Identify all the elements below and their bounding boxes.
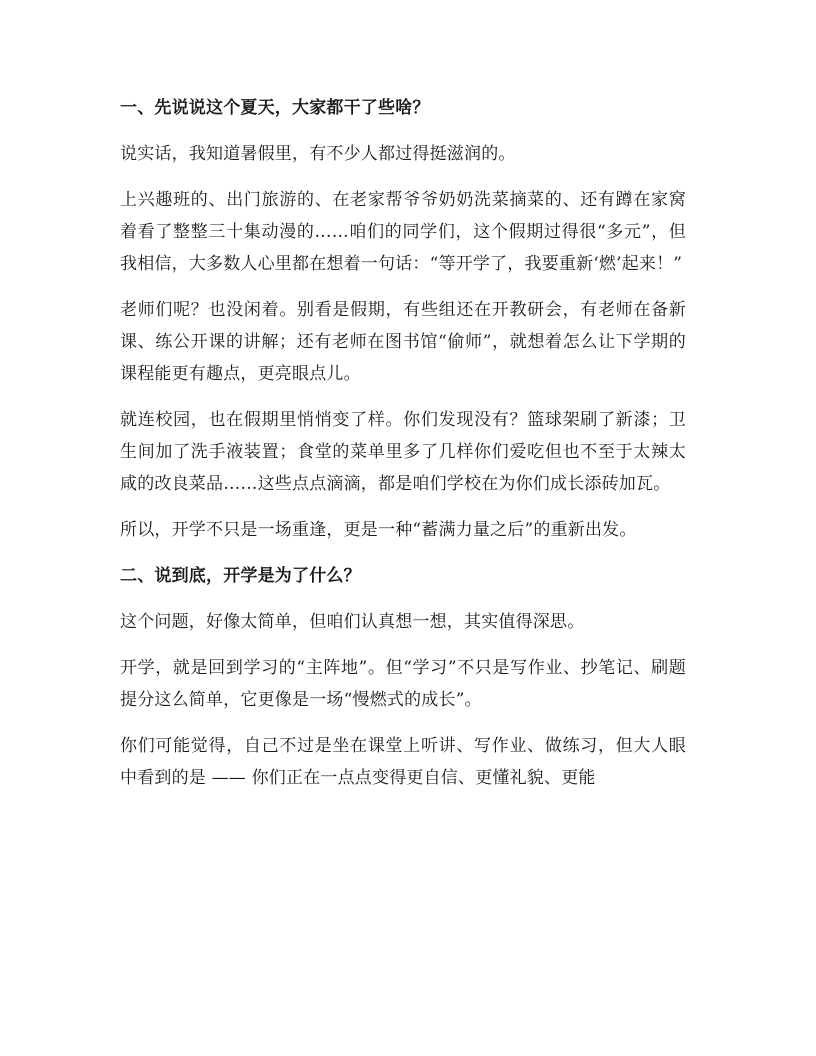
document-page — [120, 92, 686, 808]
section-heading-purpose: 二、说到底，开学是为了什么？ — [120, 566, 361, 586]
paragraph: 所以，开学不只是一场重逢，更是一种“蓄满力量之后”的重新出发。 — [120, 520, 637, 540]
paragraph: 上兴趣班的、出门旅游的、在老家帮爷爷奶奶洗菜摘菜的、还有蹲在家窝着看了整整三十集动漫的……咱们的同学们，这个假期过得很“多元”，但我相信，大多数人心里都在想着一句话：“等开学了，我要重新‘燃’起来！” — [120, 190, 686, 274]
paragraph: 你们可能觉得，自己不过是坐在课堂上听讲、写作业、做练习，但大人眼中看到的是 —— 你们正在一点点变得更自信、更懂礼貌、更能 — [120, 736, 686, 788]
paragraph: 老师们呢？也没闲着。别看是假期，有些组还在开教研会，有老师在备新课、练公开课的讲解；还有老师在图书馆“偷师”，就想着怎么让下学期的课程能更有趣点，更亮眼点儿。 — [120, 300, 686, 384]
paragraph: 说实话，我知道暑假里，有不少人都过得挺滋润的。 — [120, 144, 516, 164]
paragraph: 就连校园，也在假期里悄悄变了样。你们发现没有？篮球架刷了新漆；卫生间加了洗手液装置；食堂的菜单里多了几样你们爱吃但也不至于太辣太咸的改良菜品……这些点点滴滴，都是咱们学校在为你们成长添砖加瓦。 — [120, 410, 686, 494]
paragraph: 这个问题，好像太简单，但咱们认真想一想，其实值得深思。 — [120, 612, 585, 632]
paragraph: 开学，就是回到学习的“主阵地”。但“学习”不只是写作业、抄笔记、刷题提分这么简单，它更像是一场“慢燃式的成长”。 — [120, 658, 686, 710]
section-heading-summer: 一、先说说这个夏天，大家都干了些啥？ — [120, 98, 430, 118]
